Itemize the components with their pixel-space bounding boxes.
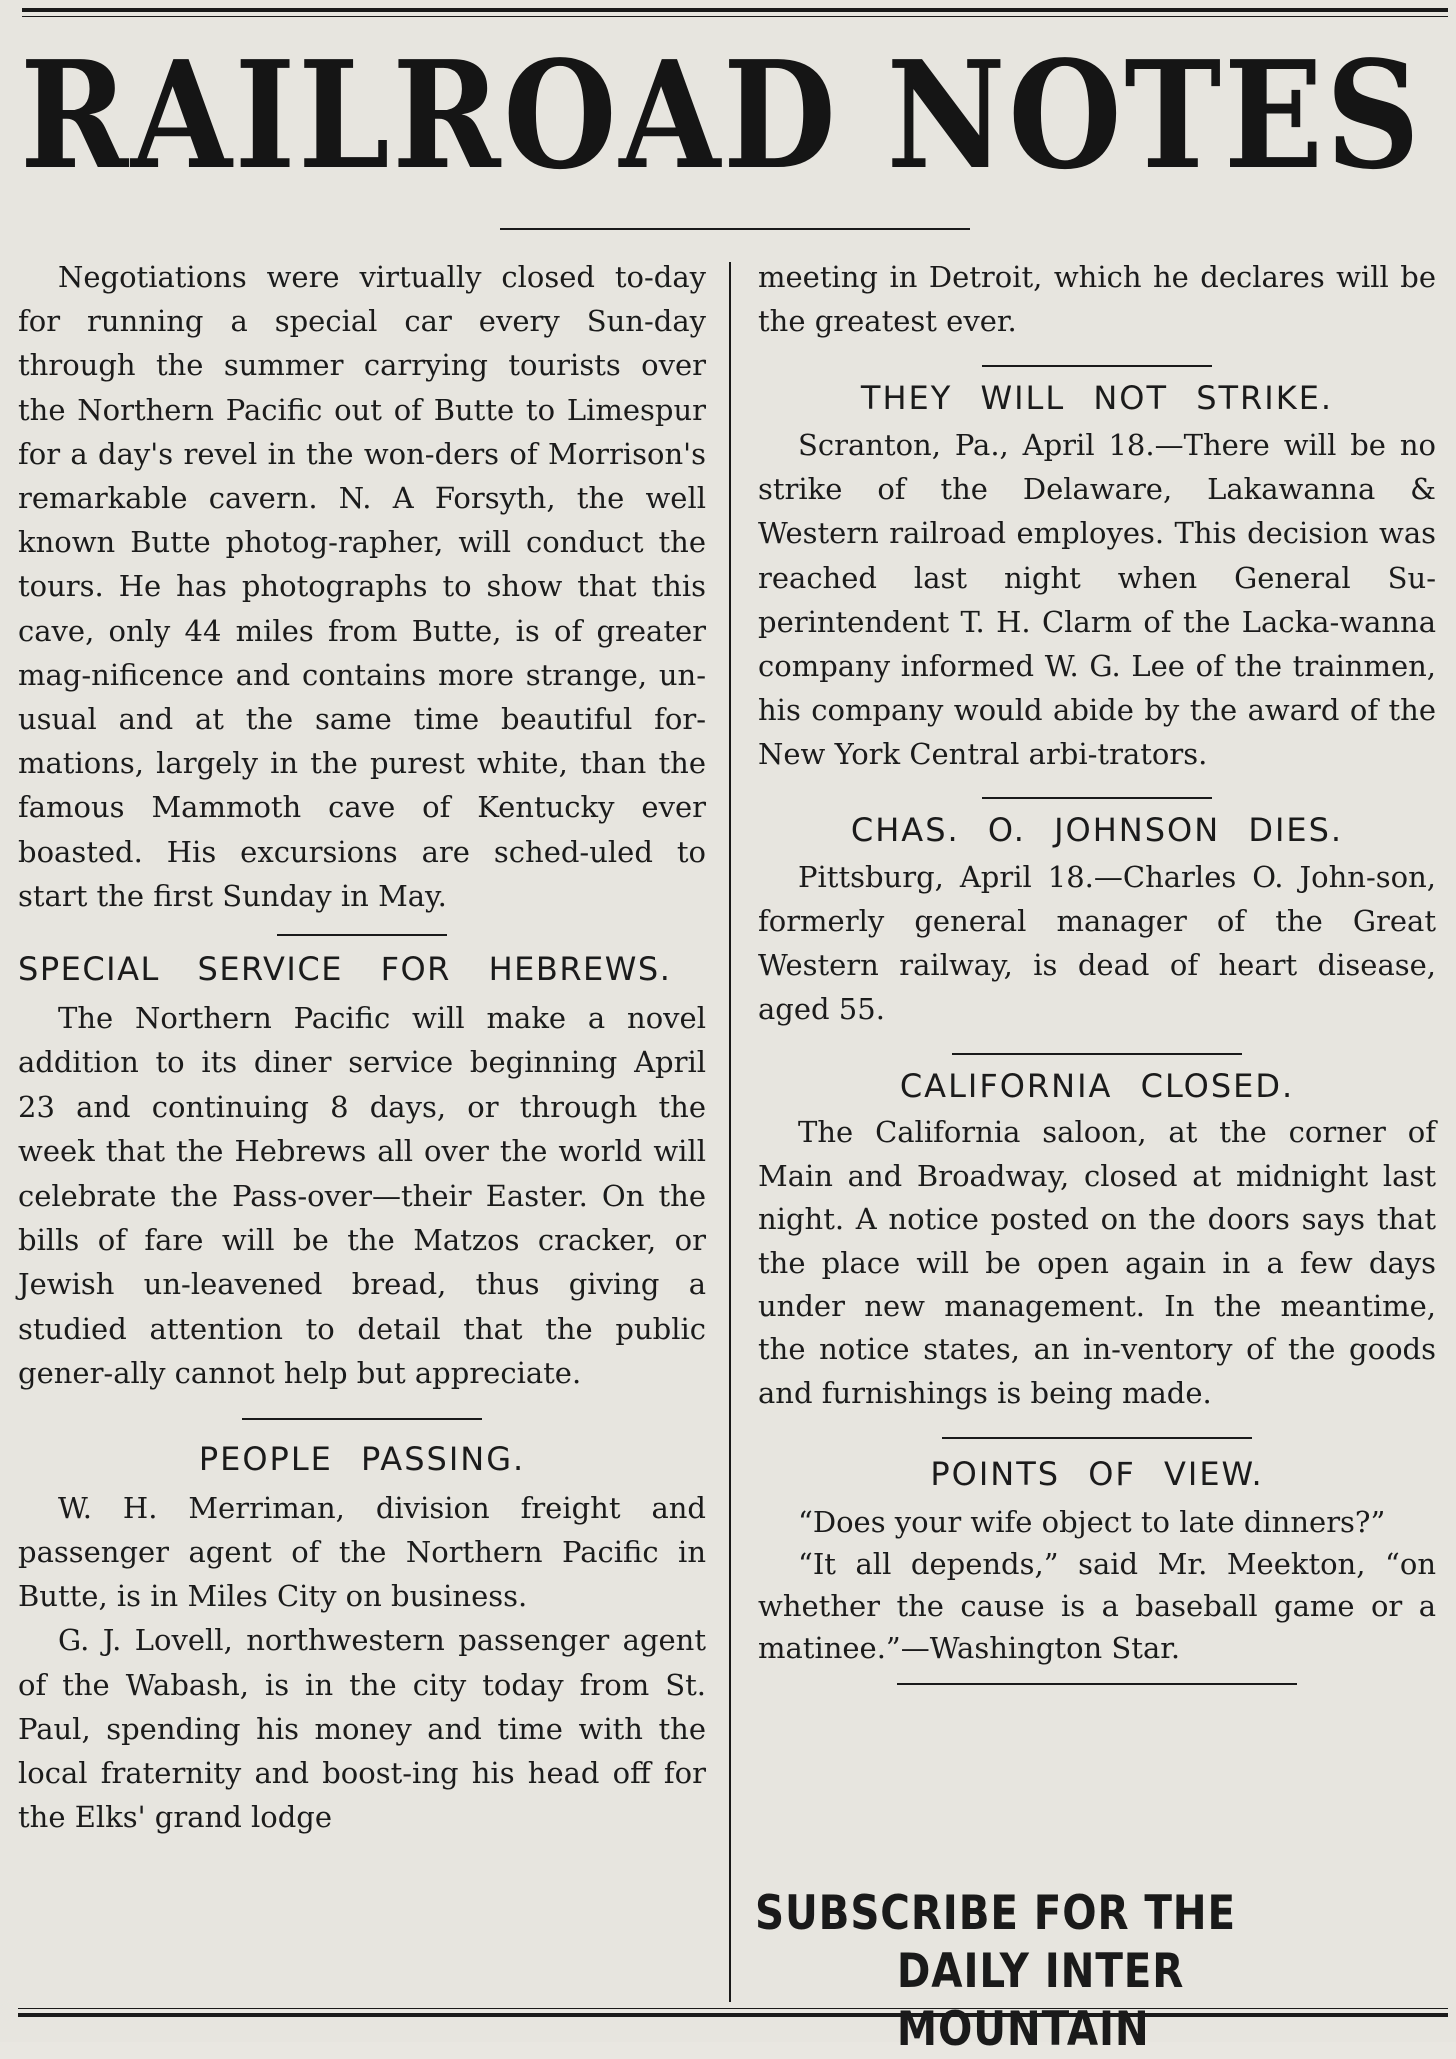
article-california: The California saloon, at the corner of Main and Broadway, closed at midnight last night. A notice posted on the doors says that the place will be open again in a few days under new management. In the meantime, the notice states, an in-ventory of the goods and furnishings is being made. bbox=[758, 1115, 1436, 1410]
masthead-divider bbox=[500, 228, 970, 230]
heading-will-not-strike: THEY WILL NOT STRIKE. bbox=[860, 379, 1334, 417]
article-scranton: Scranton, Pa., April 18.—There will be no strike of the Delaware, Lakawanna & Western railroad employes. This decision was reached last night when General Su-perintendent T. H. Clarm of the Lacka-wanna company informed W. G. Lee of the trainmen, his company would abide by the award of the New York Central arbi-trators. bbox=[758, 428, 1436, 772]
article-separator bbox=[942, 1437, 1252, 1439]
article-merriman: W. H. Merriman, division freight and passenger agent of the Northern Pacific in Butte, is in Miles City on business. bbox=[18, 1490, 706, 1614]
subscribe-line-2: DAILY INTER MOUNTAIN bbox=[896, 1944, 1185, 2057]
article-forsyth-cave: Negotiations were virtually closed to-day for running a special car every Sun-day through the summer carrying tourists over the Northern Pacific out of Butte to Limespur for a day's revel in the won-ders of Morrison's remarkable cavern. N. A Forsyth, the well known Butte photog-rapher, will conduct the tours. He has photographs to show that this cave, only 44 miles from Butte, is of greater mag-nificence and contains more strange, un-usual and at the same time beautiful for-mations, largely in the purest white, than the famous Mammoth cave of Kentucky ever boasted. His excursions are sched-uled to start the first Sunday in May. bbox=[18, 260, 706, 913]
heading-california-closed: CALIFORNIA CLOSED. bbox=[899, 1067, 1295, 1106]
article-meekton-question: “Does your wife object to late dinners?” bbox=[798, 1505, 1386, 1540]
heading-points-of-view: POINTS OF VIEW. bbox=[930, 1455, 1264, 1494]
article-meekton-answer: “It all depends,” said Mr. Meekton, “on whether the cause is a baseball game or a matinee.”—Washington Star. bbox=[758, 1547, 1436, 1666]
article-separator bbox=[242, 1418, 482, 1420]
heading-johnson-dies: CHAS. O. JOHNSON DIES. bbox=[850, 810, 1344, 849]
article-hebrews: The Northern Pacific will make a novel addition to its diner service beginning April 23 and continuing 8 days, or through the week that the Hebrews all over the world will celebrate the Pass-over—their Easter. On the bills of fare will be the Matzos cracker, or Jewish un-leavened bread, thus giving a studied attention to detail that the public gener-ally cannot help but appreciate. bbox=[18, 1001, 706, 1391]
heading-people-passing: PEOPLE PASSING. bbox=[198, 1439, 526, 1478]
masthead-title: RAILROAD NOTES bbox=[20, 28, 1423, 202]
article-johnson: Pittsburg, April 18.—Charles O. John-son, formerly general manager of the Great Western railway, is dead of heart disease, aged 55. bbox=[758, 859, 1436, 1027]
article-continuation: meeting in Detroit, which he declares will be the greatest ever. bbox=[758, 260, 1436, 338]
article-separator bbox=[277, 934, 447, 936]
heading-special-service: SPECIAL SERVICE FOR HEBREWS. bbox=[18, 950, 672, 989]
article-separator bbox=[982, 797, 1212, 799]
right-column bbox=[758, 255, 1436, 1685]
top-double-rule bbox=[22, 8, 1448, 12]
subscribe-line-1: SUBSCRIBE FOR THE bbox=[755, 1886, 1236, 1941]
column-divider bbox=[729, 262, 731, 2002]
bottom-double-rule bbox=[18, 2008, 1448, 2009]
left-column bbox=[18, 255, 706, 1839]
article-lovell: G. J. Lovell, northwestern passenger agent of the Wabash, is in the city today from St. Paul, spending his money and time with the local fraternity and boost-ing his head off for the Elks' grand lodge bbox=[18, 1623, 706, 1835]
article-separator bbox=[982, 365, 1212, 367]
article-separator bbox=[897, 1683, 1297, 1685]
article-separator bbox=[952, 1053, 1242, 1055]
subscribe-advertisement bbox=[755, 1885, 1340, 2057]
